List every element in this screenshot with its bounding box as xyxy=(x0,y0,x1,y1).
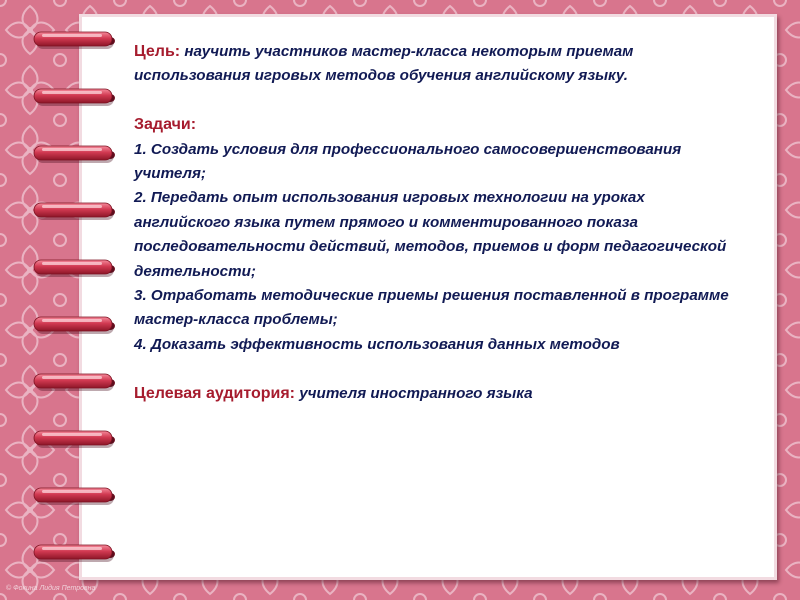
task-item-2: 2. Передать опыт использования игровых технологии на уроках английского языка путем прямого и комментированного показа последовательности действий, методов, приемов и форм педагогической деятельности; xyxy=(134,189,727,280)
audience-text: учителя иностранного языка xyxy=(299,384,533,402)
binder-rings xyxy=(0,0,140,600)
binder-ring-icon xyxy=(34,374,115,391)
goal-paragraph xyxy=(134,40,734,89)
audience-label: Целевая аудитория: xyxy=(134,384,295,402)
binder-ring-icon xyxy=(34,32,115,49)
binder-ring-icon xyxy=(34,488,115,505)
binder-ring-icon xyxy=(34,545,115,562)
binder-ring-icon xyxy=(34,146,115,163)
binder-ring-icon xyxy=(34,431,115,448)
slide-content xyxy=(134,40,734,406)
goal-label: Цель: xyxy=(134,43,181,60)
spacer xyxy=(134,357,734,381)
task-item-4: 4. Доказать эффективность использования данных методов xyxy=(134,335,620,353)
task-item-1: 1. Создать условия для профессионального самосовершенствования учителя; xyxy=(134,140,682,183)
binder-ring-icon xyxy=(34,317,115,334)
spacer xyxy=(134,89,734,113)
tasks-label: Задачи: xyxy=(134,116,197,134)
goal-text: научить участников мастер-класса некоторым приемам использования игровых методов обучения английскому языку. xyxy=(134,43,634,85)
copyright-text: © Фокина Лидия Петровна xyxy=(6,585,96,592)
task-item-3: 3. Отработать методические приемы решения поставленной в программе мастер-класса проблемы; xyxy=(134,287,729,329)
binder-ring-icon xyxy=(34,203,115,220)
binder-ring-icon xyxy=(34,260,115,277)
audience-paragraph xyxy=(134,382,734,406)
binder-ring-icon xyxy=(34,89,115,106)
